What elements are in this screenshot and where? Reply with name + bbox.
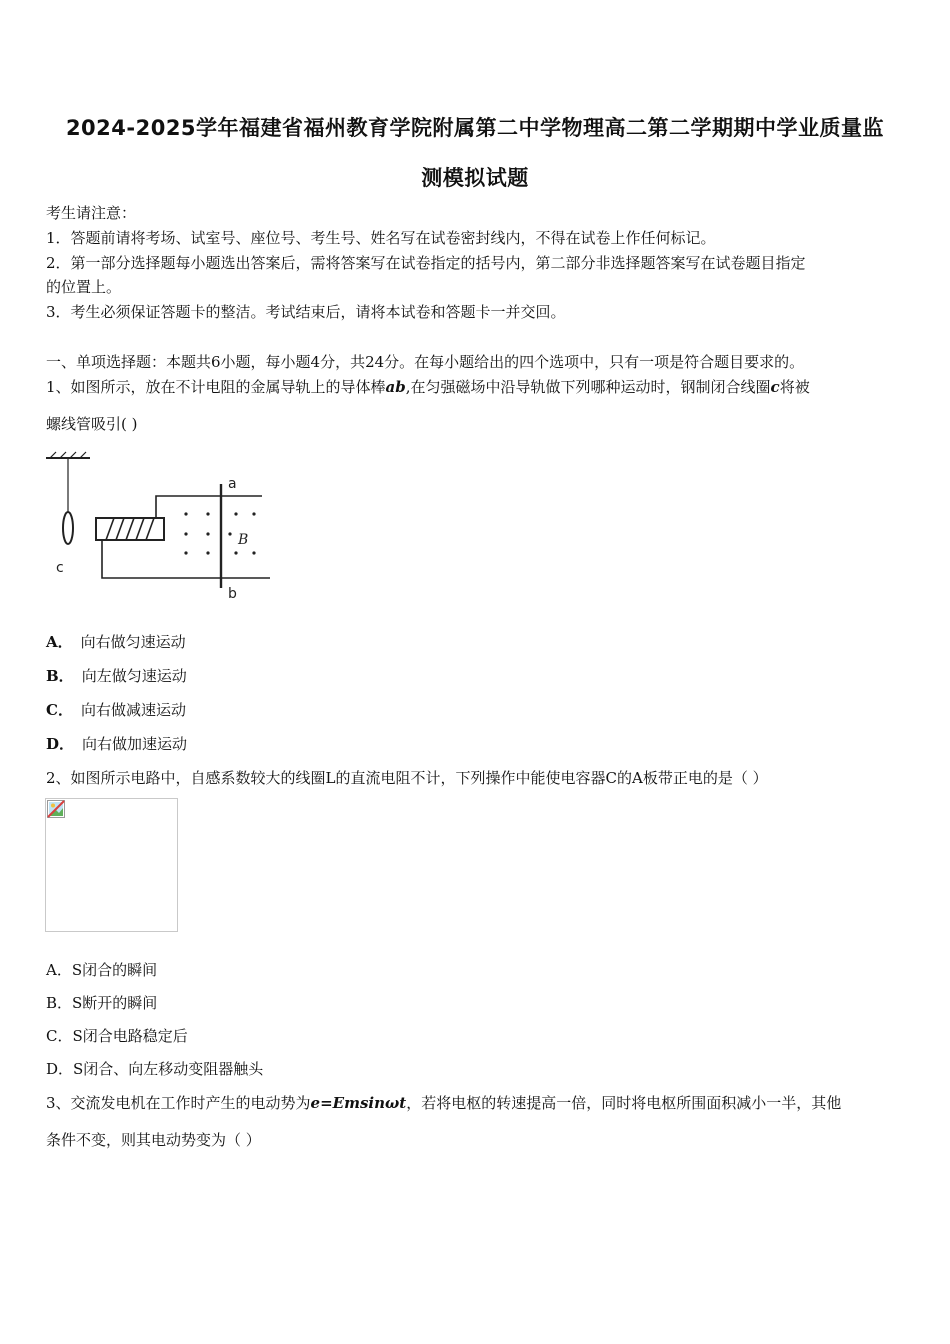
notice-item: 2．第一部分选择题每小题选出答案后，需将答案写在试卷指定的括号内，第二部分非选择题答案写在试卷题目指定	[46, 254, 806, 272]
question-1-var-c: c	[770, 378, 780, 396]
notice-item: 3．考生必须保证答题卡的整洁。考试结束后，请将本试卷和答题卡一并交回。	[46, 303, 566, 321]
question-1-text-line2: 螺线管吸引( )	[46, 415, 138, 433]
question-1-text-b: ,在匀强磁场中沿导轨做下列哪种运动时，钢制闭合线圈	[405, 378, 771, 396]
question-1-option-d	[46, 733, 187, 754]
section-header: 一、单项选择题：本题共6小题，每小题4分，共24分。在每小题给出的四个选项中，只有一项是符合题目要求的。	[46, 353, 805, 371]
question-1-text-c: 将被	[779, 378, 810, 396]
question-3-text	[46, 1092, 841, 1113]
question-2-option-a: A．S闭合的瞬间	[46, 961, 158, 979]
notice-heading: 考生请注意：	[46, 204, 137, 222]
question-2-option-c: C．S闭合电路稳定后	[46, 1027, 188, 1045]
question-2-text: 2、如图所示电路中，自感系数较大的线圈L的直流电阻不计，下列操作中能使电容器C的A板带正电的是（ ）	[46, 769, 768, 787]
option-text: 向右做减速运动	[80, 701, 186, 719]
label-c: c	[56, 560, 64, 576]
question-1-option-c	[46, 699, 186, 720]
notice-item: 1．答题前请将考场、试室号、座位号、考生号、姓名写在试卷密封线内，不得在试卷上作任何标记。	[46, 229, 716, 247]
question-1-option-b	[46, 665, 187, 686]
question-3-text-a: 3、交流发电机在工作时产生的电动势为	[46, 1094, 311, 1112]
question-2-option-d: D．S闭合、向左移动变阻器触头	[46, 1060, 264, 1078]
document-title-line1: 2024-2025学年福建省福州教育学院附属第二中学物理高二第二学期期中学业质量监	[65, 116, 885, 140]
broken-image-icon	[47, 800, 65, 818]
option-text: 向右做匀速运动	[80, 633, 186, 651]
question-1-var-ab: ab	[385, 378, 406, 396]
document-title-line2: 测模拟试题	[421, 166, 529, 190]
label-b: b	[228, 586, 237, 602]
option-text: 向左做匀速运动	[81, 667, 187, 685]
question-3-text-line2: 条件不变，则其电动势变为（ ）	[46, 1131, 261, 1149]
label-B: B	[238, 532, 249, 548]
question-3-formula: e=Emsinωt	[310, 1094, 407, 1112]
question-3-text-b: ，若将电枢的转速提高一倍，同时将电枢所围面积减小一半，其他	[406, 1094, 842, 1112]
question-2-option-b: B．S断开的瞬间	[46, 994, 158, 1012]
option-text: 向右做加速运动	[82, 735, 188, 753]
question-1-figure	[40, 448, 280, 604]
question-1-text-a: 1、如图所示，放在不计电阻的金属导轨上的导体棒	[46, 378, 386, 396]
question-1-option-a	[46, 631, 186, 652]
notice-item: 的位置上。	[46, 278, 122, 296]
option-letter: B．	[46, 667, 74, 685]
label-a: a	[228, 476, 237, 492]
option-letter: D．	[46, 735, 75, 753]
option-letter: C．	[46, 701, 73, 719]
question-2-figure-placeholder	[45, 798, 178, 932]
option-letter: A．	[46, 633, 73, 651]
ring-c	[63, 512, 73, 544]
question-1-text	[46, 376, 810, 397]
